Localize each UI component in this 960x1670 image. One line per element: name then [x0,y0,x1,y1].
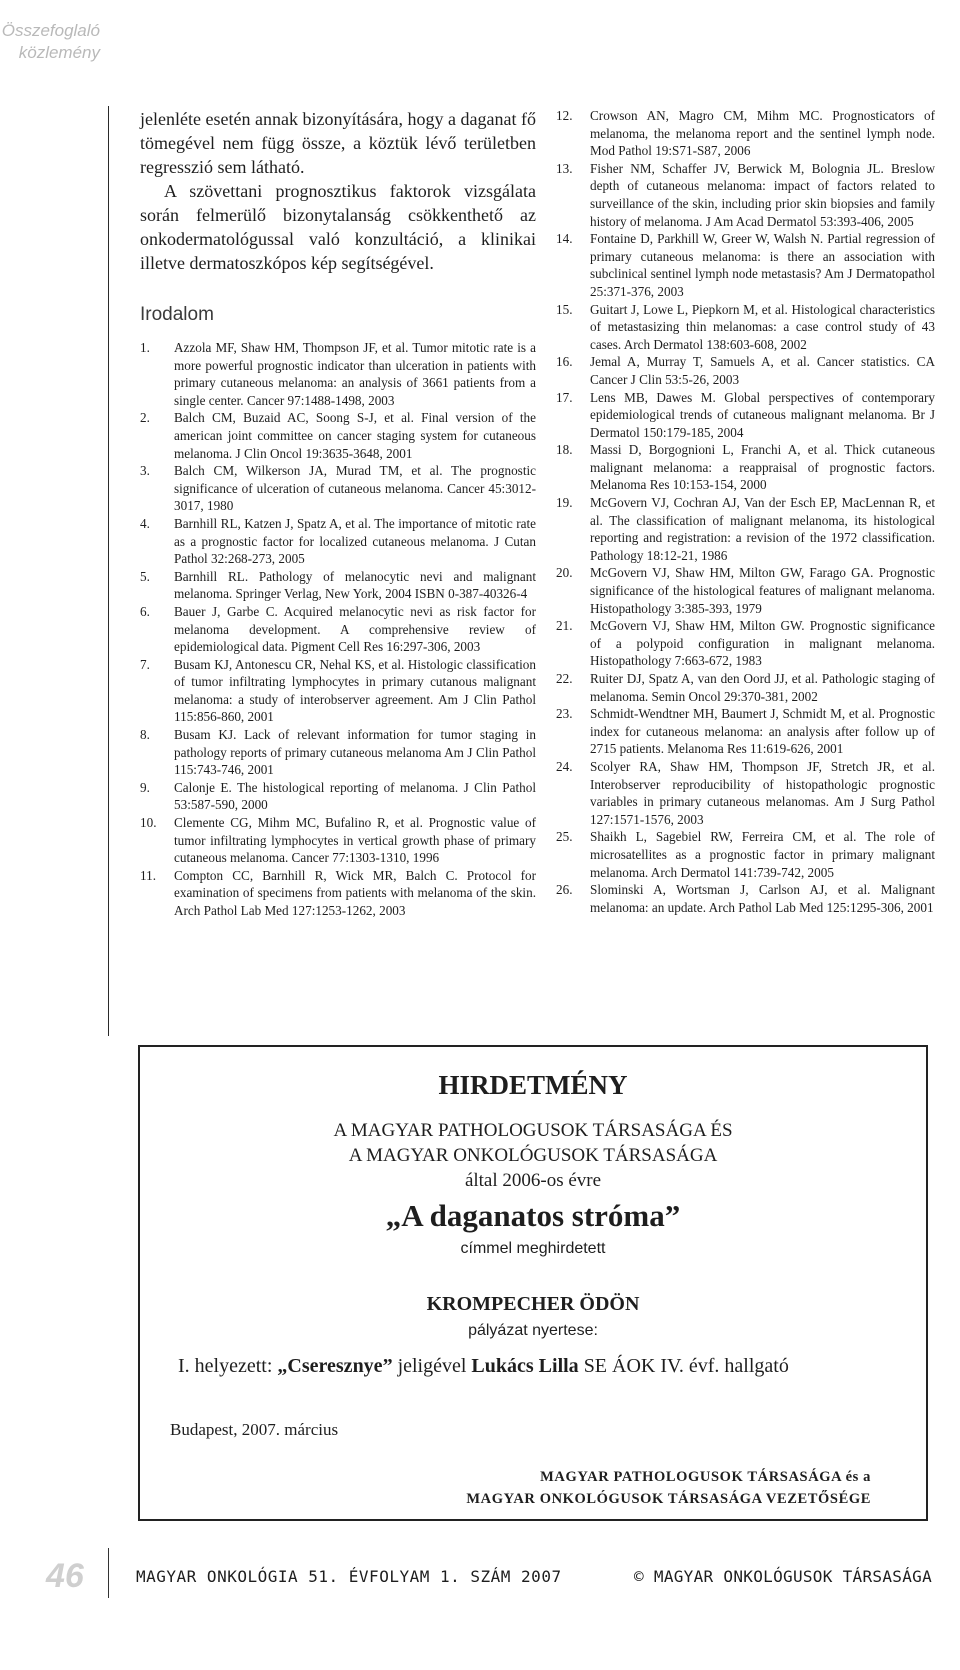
reference-text: Crowson AN, Magro CM, Mihm MC. Prognosticators of melanoma, the melanoma report and the sentinel lymph node. Mod Pathol 19:S71-S87, 2006 [590,108,935,159]
announcement-prize-sub: pályázat nyertese: [468,1322,598,1339]
reference-number: 4. [140,515,150,531]
reference-item [140,339,536,409]
reference-number: 6. [140,603,150,619]
reference-item [556,230,935,300]
reference-item [140,814,536,867]
reference-number: 8. [140,727,150,743]
winner-name: Lukács Lilla [471,1355,579,1377]
announcement-org-line1: A MAGYAR PATHOLOGUSOK TÁRSASÁGA ÉS [333,1120,733,1141]
reference-item [556,160,935,230]
winner-prefix: I. helyezett: [178,1355,273,1377]
reference-text: Ruiter DJ, Spatz A, van den Oord JJ, et al. Pathologic staging of melanoma. Semin Oncol 29:370-381, 2002 [590,671,935,704]
right-column [556,107,935,916]
reference-item [140,409,536,462]
reference-item [556,301,935,354]
announcement-signature-line2: MAGYAR ONKOLÓGUSOK TÁRSASÁGA VEZETŐSÉGE [466,1491,871,1507]
reference-text: Bauer J, Garbe C. Acquired melanocytic nevi as risk factor for melanoma development. A comprehensive review of epidemiological data. Pigment Cell Res 16:297-306, 2003 [174,603,536,655]
references-list-left [140,339,536,920]
reference-text: Calonje E. The histological reporting of melanoma. J Clin Pathol 53:587-590, 2000 [174,779,536,813]
reference-text: Barnhill RL. Pathology of melanocytic nevi and malignant melanoma. Springer Verlag, New York, 2004 ISBN 0-387-40326-4 [174,568,536,602]
reference-item [140,726,536,779]
reference-item [556,828,935,881]
reference-number: 13. [556,160,573,176]
reference-text: McGovern VJ, Cochran AJ, Van der Esch EP, MacLennan R, et al. The classification of malignant melanoma, its histological reporting and registration: a revision of the 1972 classification. Pathology 18:12-21, 1986 [590,495,935,563]
announcement-topic: „A daganatos stróma” [385,1198,681,1233]
section-label-line2: közlemény [18,43,100,62]
reference-number: 10. [140,815,157,831]
announcement-title: HIRDETMÉNY [438,1070,628,1100]
reference-text: Guitart J, Lowe L, Piepkorn M, et al. Histological characteristics of metastasizing thin melanomas: a case control study of 43 cases. Arch Dermatol 138:603-608, 2002 [590,301,935,352]
announcement-winner-line [178,1353,916,1379]
announcement-org-line2: A MAGYAR ONKOLÓGUSOK TÁRSASÁGA [348,1145,718,1166]
reference-text: Busam KJ. Lack of relevant information for tumor staging in pathology reports of primary cutaneous melanoma Am J Clin Pathol 115:743-746, 2001 [174,727,536,778]
reference-number: 3. [140,463,150,479]
reference-item [140,867,536,920]
reference-item [556,441,935,494]
announcement-signature-line1: MAGYAR PATHOLOGUSOK TÁRSASÁGA és a [540,1469,871,1485]
section-label-line1: Összefoglaló [1,21,100,40]
reference-number: 1. [140,340,150,355]
reference-item [556,705,935,758]
intro-paragraph-2: A szövettani prognosztikus faktorok vizsgálata során felmerülő bizonytalanság csökkenthető az onkodermatológussal való konzultáció, a klinikai illetve dermatoszkópos kép segítségével. [140,181,536,273]
reference-text: Lens MB, Dawes M. Global perspectives of contemporary epidemiological trends of cutaneous malignant melanoma. Br J Dermatol 150:179-185, 2004 [590,389,935,440]
reference-number: 14. [556,231,573,247]
reference-number: 5. [140,568,150,584]
winner-code: „Cseresznye” [277,1355,393,1377]
column-divider-line [108,106,109,1036]
reference-item [140,462,536,515]
announcement-prize-name: KROMPECHER ÖDÖN [426,1293,640,1315]
intro-text [140,107,536,275]
reference-item [140,779,536,814]
reference-item [140,656,536,726]
reference-number: 22. [556,671,573,686]
reference-item [140,603,536,656]
reference-text: Jemal A, Murray T, Samuels A, et al. Cancer statistics. CA Cancer J Clin 53:5-26, 2003 [590,354,935,387]
footer-journal-title: MAGYAR ONKOLÓGIA 51. ÉVFOLYAM 1. SZÁM 2007 [136,1567,562,1586]
winner-suffix: SE ÁOK IV. évf. hallgató [583,1355,789,1377]
announcement-box [138,1045,928,1521]
reference-number: 15. [556,301,573,317]
announcement-topic-sub: címmel meghirdetett [460,1240,606,1257]
reference-item [556,758,935,828]
winner-middle: jeligével [397,1355,467,1377]
reference-item [556,107,935,160]
announcement-date: Budapest, 2007. március [170,1420,339,1439]
references-heading: Irodalom [140,304,214,325]
reference-text: McGovern VJ, Shaw HM, Milton GW. Prognostic significance of a polypoid configuration in malignant melanoma. Histopathology 7:663-672, 1983 [590,618,935,669]
reference-number: 20. [556,565,573,581]
reference-number: 11. [140,867,156,883]
reference-text: Balch CM, Wilkerson JA, Murad TM, et al. The prognostic significance of ulceration of cutaneous melanoma. Cancer 45:3012-3017, 1980 [174,463,536,514]
reference-text: Massi D, Borgognioni L, Franchi A, et al. Thick cutaneous malignant melanoma: a reappraisal of prognostic factors. Melanoma Res 10:153-154, 2000 [590,442,935,493]
reference-number: 26. [556,882,573,898]
reference-text: Slominski A, Wortsman J, Carlson AJ, et al. Malignant melanoma: an update. Arch Pathol Lab Med 125:1295-306, 2001 [590,882,935,915]
reference-text: Fisher NM, Schaffer JV, Berwick M, Bolognia JL. Breslow depth of cutaneous melanoma: impact of factors related to surveillance of the skin, including prior skin biopsies and family history of melanoma. J Am Acad Dermatol 53:393-406, 2005 [590,160,935,229]
references-list-right [556,107,935,916]
reference-text: Schmidt-Wendtner MH, Baumert J, Schmidt M, et al. Prognostic index for cutaneous melanoma: an analysis after follow up of 2715 patients. Melanoma Res 11:619-626, 2001 [590,706,935,757]
reference-text: Scolyer RA, Shaw HM, Thompson JF, Stretch JR, et al. Interobserver reproducibility of histopathologic prognostic variables in primary cutaneous melanomas. Am J Surg Pathol 127:1571-1576, 2003 [590,758,935,827]
reference-number: 25. [556,829,573,845]
reference-number: 16. [556,354,573,370]
reference-text: Barnhill RL, Katzen J, Spatz A, et al. The importance of mitotic rate as a prognostic factor for localized cutaneous melanoma. J Cutan Pathol 32:268-273, 2005 [174,515,536,567]
reference-text: Shaikh L, Sagebiel RW, Ferreira CM, et al. The role of microsatellites as a prognostic factor in primary malignant melanoma. Arch Dermatol 141:739-742, 2005 [590,829,935,880]
section-label [0,20,100,64]
reference-number: 9. [140,779,150,795]
reference-item [556,353,935,388]
page-number: 46 [46,1557,84,1595]
reference-number: 19. [556,495,573,511]
reference-number: 23. [556,706,573,722]
reference-number: 18. [556,442,573,458]
reference-item [556,494,935,564]
reference-text: Fontaine D, Parkhill W, Greer W, Walsh N. Partial regression of primary cutaneous melanoma: is there an association with subclinical sentinel lymph node metastasis? Am J Dermatopathol 25:371-376, 2003 [590,231,935,299]
reference-text: Busam KJ, Antonescu CR, Nehal KS, et al. Histologic classification of tumor infiltrating lymphocytes in primary cutanous malignant melanoma: a study of interobserver agreement. Am J Clin Pathol 115:856-860, 2001 [174,656,536,725]
left-column [140,107,536,920]
footer-copyright: © MAGYAR ONKOLÓGUSOK TÁRSASÁGA [634,1567,932,1586]
reference-text: Azzola MF, Shaw HM, Thompson JF, et al. Tumor mitotic rate is a more powerful prognostic indicator than ulceration in patients with primary cutaneous melanoma: an analysis of 3661 patients from a single center. Cancer 97:1488-1498, 2003 [174,340,536,408]
reference-item [556,617,935,670]
reference-item [556,389,935,442]
reference-text: Balch CM, Buzaid AC, Soong S-J, et al. Final version of the american joint committee on cancer staging system for cutaneous melanoma. J Clin Oncol 19:3635-3648, 2001 [174,410,536,461]
reference-number: 24. [556,758,573,774]
reference-text: Clemente CG, Mihm MC, Bufalino R, et al. Prognostic value of tumor infiltrating lymphocytes in vertical growth phase of primary cutaneous melanoma. Cancer 77:1303-1310, 1996 [174,815,536,866]
reference-number: 7. [140,656,150,672]
reference-number: 12. [556,108,573,123]
announcement-year-line: által 2006-os évre [464,1170,602,1191]
reference-text: McGovern VJ, Shaw HM, Milton GW, Farago GA. Prognostic significance of the histological features of malignant melanoma. Histopathology 3:385-393, 1979 [590,565,935,616]
reference-text: Compton CC, Barnhill R, Wick MR, Balch C. Protocol for examination of specimens from patients with melanoma of the skin. Arch Pathol Lab Med 127:1253-1262, 2003 [174,867,536,918]
reference-item [140,515,536,568]
footer-divider-line [108,1548,109,1598]
reference-item [140,568,536,603]
reference-item [556,670,935,705]
intro-paragraph-1: jelenléte esetén annak bizonyítására, hogy a daganat fő tömegével nem függ össze, a köztük lévő területben regresszió sem látható. [140,109,536,177]
reference-item [556,564,935,617]
reference-item [556,881,935,916]
reference-number: 2. [140,410,150,426]
reference-number: 17. [556,389,573,405]
reference-number: 21. [556,618,573,634]
